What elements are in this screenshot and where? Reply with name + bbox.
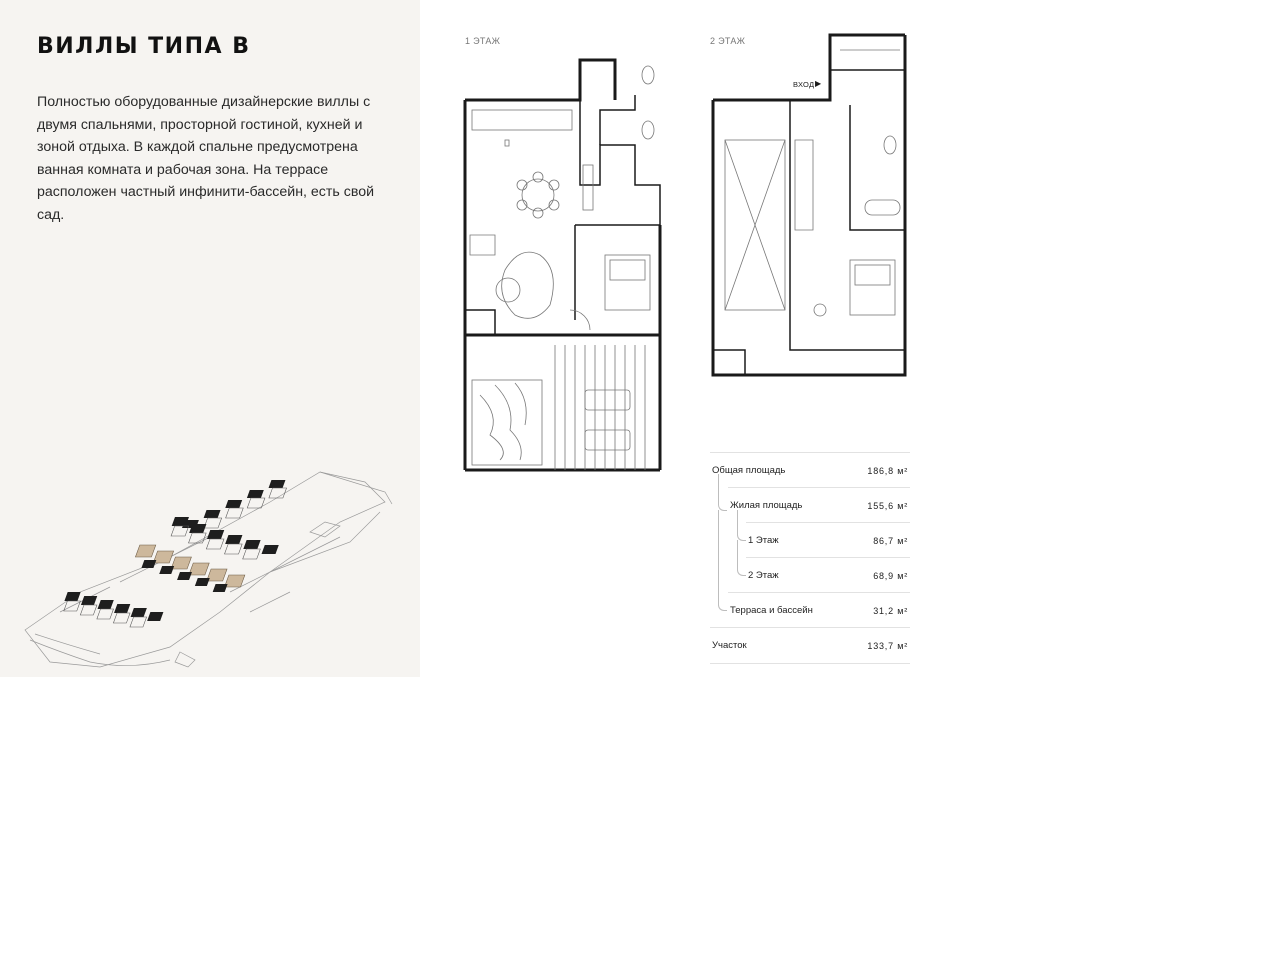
- area-row-floor2: [748, 558, 908, 593]
- tree-bracket: [737, 540, 746, 576]
- area-row-total: [712, 453, 908, 488]
- area-value: 68,9 м²: [873, 570, 908, 581]
- area-value: 133,7 м²: [867, 640, 908, 651]
- area-row-living: [730, 488, 908, 523]
- tree-bracket: [718, 474, 727, 511]
- area-row-floor1: [748, 523, 908, 558]
- entrance-arrow-icon: ▶: [815, 79, 822, 88]
- area-label: Общая площадь: [712, 465, 786, 476]
- entrance-label: ВХОД: [793, 80, 815, 89]
- description: Полностью оборудованные дизайнерские виллы с двумя спальнями, просторной гостиной, кухней и зоной отдыха. В каждой спальне предусмотрена ванная комната и рабочая зона. На террасе расположен частный инфинити-бассейн, есть свой сад.: [37, 94, 375, 223]
- area-value: 31,2 м²: [873, 605, 908, 616]
- floor1-label: 1 ЭТАЖ: [465, 36, 501, 46]
- area-value: 155,6 м²: [867, 500, 908, 511]
- tree-bracket: [737, 510, 746, 541]
- area-label: Терраса и бассейн: [730, 605, 813, 616]
- area-value: 86,7 м²: [873, 535, 908, 546]
- page-title: ВИЛЛЫ ТИПА B: [37, 34, 251, 59]
- area-row-plot: [712, 628, 908, 663]
- masterplan-illustration: [20, 462, 400, 677]
- floor2-label: 2 ЭТАЖ: [710, 36, 746, 46]
- tree-bracket: [718, 510, 727, 611]
- floor1-plan: [460, 55, 670, 475]
- area-label: Участок: [712, 640, 747, 651]
- area-row-terrace: [730, 593, 908, 628]
- area-label: 1 Этаж: [748, 535, 779, 546]
- left-panel: [0, 0, 420, 677]
- area-value: 186,8 м²: [867, 465, 908, 476]
- area-label: Жилая площадь: [730, 500, 803, 511]
- area-label: 2 Этаж: [748, 570, 779, 581]
